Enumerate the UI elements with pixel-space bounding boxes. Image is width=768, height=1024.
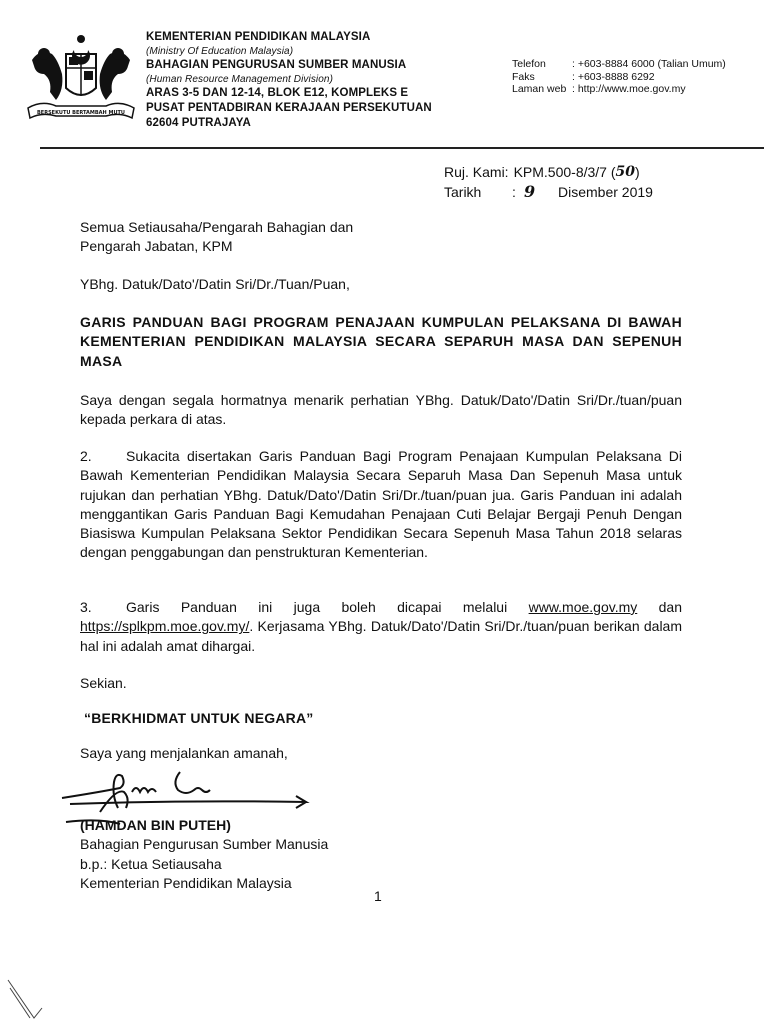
scan-corner-mark xyxy=(4,978,44,1024)
paragraph-3-text-b: dan xyxy=(637,599,682,615)
fax-label: Faks xyxy=(512,70,535,83)
reference-close: ) xyxy=(635,164,640,180)
recipient-line-2: Pengarah Jabatan, KPM xyxy=(80,238,233,255)
letter-subject: GARIS PANDUAN BAGI PROGRAM PENAJAAN KUMPULAN PELAKSANA DI BAWAH KEMENTERIAN PENDIDIKAN MALAYSIA SECARA SEPARUH MASA DAN SEPENUH MASA xyxy=(80,314,682,369)
letterhead-address-block xyxy=(146,30,486,131)
phone-label: Telefon xyxy=(512,58,546,70)
paragraph-3-text-a: Garis Panduan ini juga boleh dicapai melalui xyxy=(126,599,529,615)
phone-value: : +603-8884 6000 (Talian Umum) xyxy=(572,58,726,70)
splkpm-website-link[interactable]: https://splkpm.moe.gov.my/ xyxy=(80,618,250,635)
paragraph-2-text: Sukacita disertakan Garis Panduan Bagi Program Penajaan Kumpulan Pelaksana Di Bawah Kementerian Pendidikan Malaysia Secara Separuh Masa Dan Sepenuh Masa untuk rujukan dan perhatian YBhg. Datuk/Dato'/Datin Sri/Dr./tuan/puan jua. Garis Panduan ini adalah menggantikan Garis Panduan Bagi Kemudahan Penajaan Cuti Belajar Bergaji Penuh Dengan Biasiswa Kumpulan Pelaksana Sektor Pendidikan Secara Sepenuh Masa Tahun 2018 selaras dengan penggabungan dan penstrukturan Kementerian. xyxy=(80,448,682,561)
signatory-line-2: b.p.: Ketua Setiausaha xyxy=(80,855,222,872)
date-month-year: Disember 2019 xyxy=(558,184,653,200)
signatory-line-3: Kementerian Pendidikan Malaysia xyxy=(80,874,292,891)
reference-label: Ruj. Kami: xyxy=(444,164,509,180)
recipient-line-1: Semua Setiausaha/Pengarah Bahagian dan xyxy=(80,219,354,235)
salutation: YBhg. Datuk/Dato'/Datin Sri/Dr./Tuan/Puan, xyxy=(80,276,350,292)
signatory-line-1: Bahagian Pengurusan Sumber Manusia xyxy=(80,836,329,853)
address-line-2: PUSAT PENTADBIRAN KERAJAAN PERSEKUTUAN xyxy=(146,102,432,114)
moe-website-link[interactable]: www.moe.gov.my xyxy=(528,599,638,615)
address-line-1: ARAS 3-5 DAN 12-14, BLOK E12, KOMPLEKS E xyxy=(146,87,409,99)
ministry-name-english: (Ministry Of Education Malaysia) xyxy=(146,46,294,57)
service-motto: “BERKHIDMAT UNTUK NEGARA” xyxy=(84,710,314,726)
recipient xyxy=(80,218,353,257)
division-name: BAHAGIAN PENGURUSAN SUMBER MANUSIA xyxy=(146,59,407,71)
paragraph-1: Saya dengan segala hormatnya menarik perhatian YBhg. Datuk/Dato'/Datin Sri/Dr./tuan/puan kepada perkara di atas. xyxy=(80,392,682,428)
website-label: Laman web xyxy=(512,83,567,95)
signatory-block xyxy=(80,816,328,893)
closing: Sekian. xyxy=(80,675,127,691)
ministry-name: KEMENTERIAN PENDIDIKAN MALAYSIA xyxy=(146,31,371,43)
page-number: 1 xyxy=(374,888,382,904)
reference-handwritten: 50 xyxy=(615,164,635,180)
paragraph-2 xyxy=(80,447,682,563)
ministry-crest-logo xyxy=(22,30,140,122)
crest-motto: BERSEKUTU BERTAMBAH MUTU xyxy=(37,110,125,116)
paragraph-3-number: 3. xyxy=(80,599,92,615)
signatory-name: (HAMDAN BIN PUTEH) xyxy=(80,817,231,833)
paragraph-3-text-c: . Kerjasama YBhg. Datuk/Dato'/Datin Sri/Dr./tuan/puan berikan dalam hal ini adalah amat dihargai. xyxy=(80,618,682,654)
website-value[interactable]: : http://www.moe.gov.my xyxy=(572,83,686,95)
reference-block xyxy=(444,162,744,202)
contact-info xyxy=(512,58,762,96)
paragraph-2-number: 2. xyxy=(80,448,92,464)
header-divider xyxy=(40,147,764,149)
address-line-3: 62604 PUTRAJAYA xyxy=(146,117,251,129)
paragraph-3 xyxy=(80,598,682,656)
date-separator: : xyxy=(512,184,516,200)
division-name-english: (Human Resource Management Division) xyxy=(146,74,334,85)
trust-line: Saya yang menjalankan amanah, xyxy=(80,745,288,761)
date-label: Tarikh xyxy=(444,184,482,200)
date-day-handwritten: 9 xyxy=(524,182,536,201)
reference-number: KPM.500-8/3/7 ( xyxy=(513,164,616,180)
fax-value: : +603-8888 6292 xyxy=(572,70,655,83)
